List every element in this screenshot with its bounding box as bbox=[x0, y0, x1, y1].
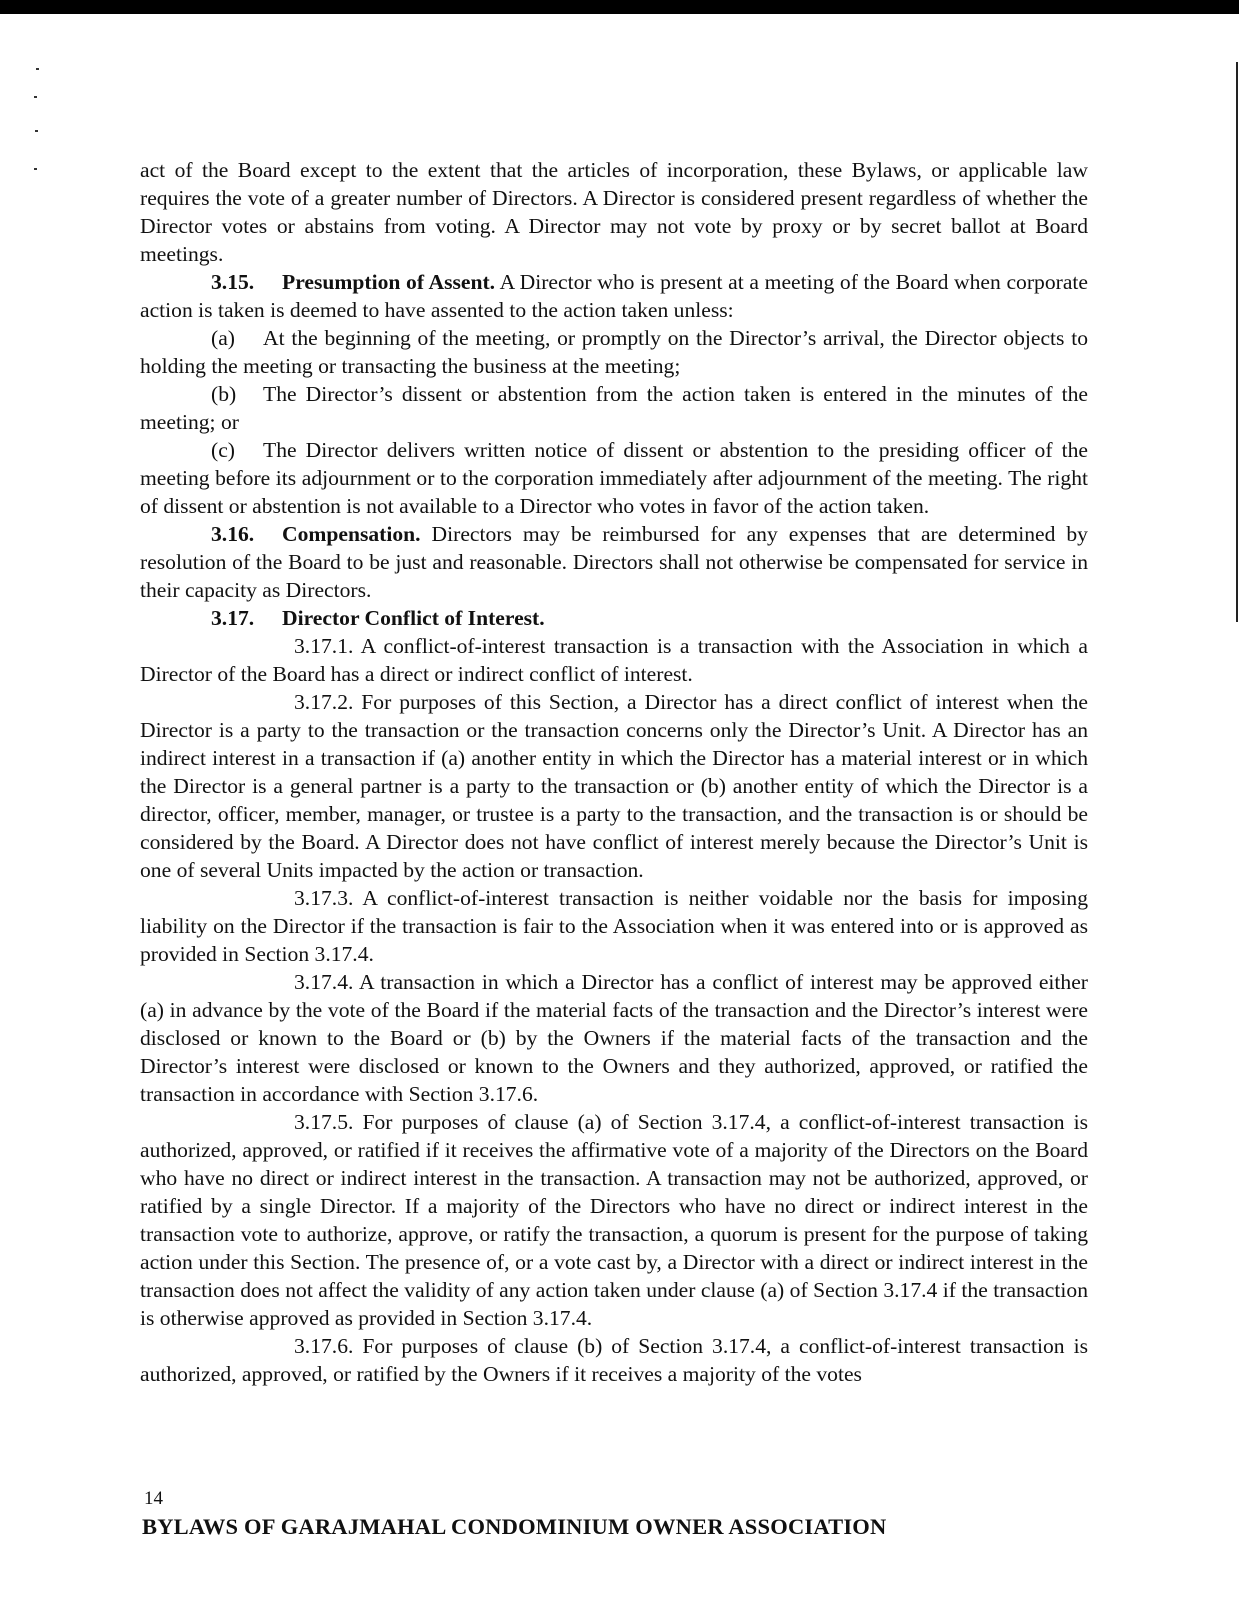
subsection-3-17-1: 3.17.1. A conflict-of-interest transaction is a transaction with the Association in which a Director of the Board has a direct or indirect conflict of interest. bbox=[140, 634, 1088, 686]
section-number: 3.15. bbox=[211, 270, 255, 294]
section-3-16 bbox=[140, 520, 1088, 604]
subsection-3-17-6: 3.17.6. For purposes of clause (b) of Section 3.17.4, a conflict-of-interest transaction is authorized, approved, or ratified by the Owners if it receives a majority of the votes bbox=[140, 1334, 1088, 1386]
page-number: 14 bbox=[144, 1488, 163, 1509]
section-3-17-heading bbox=[140, 604, 1088, 632]
scan-speck bbox=[34, 168, 37, 170]
clause-3-15-c bbox=[140, 436, 1088, 520]
section-text: A Director who is present at a meeting of the Board when corporate action is taken is deemed to have assented to the action taken unless: bbox=[140, 270, 1088, 322]
clause-text: The Director delivers written notice of dissent or abstention to the presiding officer of the meeting before its adjournment or to the corporation immediately after adjournment of the meeting. The right of dissent or abstention is not available to a Director who votes in favor of the action taken. bbox=[140, 438, 1088, 518]
clause-label: (c) bbox=[211, 438, 235, 462]
clause-text: At the beginning of the meeting, or promptly on the Director’s arrival, the Director objects to holding the meeting or transacting the business at the meeting; bbox=[140, 326, 1088, 378]
clause-3-15-b bbox=[140, 380, 1088, 436]
subsection-3-17-4: 3.17.4. A transaction in which a Director has a conflict of interest may be approved either (a) in advance by the vote of the Board if the material facts of the transaction and the Director’s interest were disclosed or known to the Board or (b) by the Owners if the material facts of the transaction and the Director’s interest were disclosed or known to the Owners and they authorized, approved, or ratified the transaction in accordance with Section 3.17.6. bbox=[140, 970, 1088, 1106]
scan-speck bbox=[36, 68, 39, 70]
clause-3-15-a bbox=[140, 324, 1088, 380]
section-title: Presumption of Assent. bbox=[282, 270, 496, 294]
section-3-15 bbox=[140, 268, 1088, 324]
subsection-3-17-5: 3.17.5. For purposes of clause (a) of Section 3.17.4, a conflict-of-interest transaction is authorized, approved, or ratified if it receives the affirmative vote of a majority of the Directors on the Board who have no direct or indirect interest in the transaction. A transaction may not be authorized, approved, or ratified by a single Director. If a majority of the Directors who have no direct or indirect interest in the transaction vote to authorize, approve, or ratify the transaction, a quorum is present for the purpose of taking action under this Section. The presence of, or a vote cast by, a Director with a direct or indirect interest in the transaction does not affect the validity of any action taken under clause (a) of Section 3.17.4 if the transaction is otherwise approved as provided in Section 3.17.4. bbox=[140, 1110, 1088, 1330]
scan-speck bbox=[35, 130, 38, 132]
subsection-3-17-3: 3.17.3. A conflict-of-interest transaction is neither voidable nor the basis for imposing liability on the Director if the transaction is fair to the Association when it was entered into or is approved as provided in Section 3.17.4. bbox=[140, 886, 1088, 966]
section-number: 3.16. bbox=[211, 522, 255, 546]
section-number: 3.17. bbox=[211, 606, 255, 630]
subsection-3-17-2: 3.17.2. For purposes of this Section, a Director has a direct conflict of interest when the Director is a party to the transaction or the transaction concerns only the Director’s Unit. A Director has an indirect interest in a transaction if (a) another entity in which the Director has a material interest or in which the Director is a general partner is a party to the transaction or (b) another entity of which the Director is a director, officer, member, manager, or trustee is a party to the transaction, and the transaction is or should be considered by the Board. A Director does not have conflict of interest merely because the Director’s Unit is one of several Units impacted by the action or transaction. bbox=[140, 690, 1088, 882]
clause-text: The Director’s dissent or abstention from the action taken is entered in the minutes of the meeting; or bbox=[140, 382, 1088, 434]
scan-top-border bbox=[0, 0, 1239, 14]
section-text: Directors may be reimbursed for any expenses that are determined by resolution of the Board to be just and reasonable. Directors shall not otherwise be compensated for service in their capacity as Directors. bbox=[140, 522, 1088, 602]
document-footer-title: BYLAWS OF GARAJMAHAL CONDOMINIUM OWNER ASSOCIATION bbox=[142, 1514, 887, 1539]
scan-right-edge-line bbox=[1236, 62, 1238, 622]
section-title: Compensation. bbox=[282, 522, 421, 546]
section-title: Director Conflict of Interest. bbox=[282, 606, 545, 630]
document-body bbox=[140, 156, 1088, 1388]
scan-speck bbox=[34, 96, 37, 98]
clause-label: (a) bbox=[211, 326, 235, 350]
clause-label: (b) bbox=[211, 382, 237, 406]
intro-paragraph: act of the Board except to the extent that the articles of incorporation, these Bylaws, or applicable law requires the vote of a greater number of Directors. A Director is considered present regardless of whether the Director votes or abstains from voting. A Director may not vote by proxy or by secret ballot at Board meetings. bbox=[140, 158, 1088, 266]
